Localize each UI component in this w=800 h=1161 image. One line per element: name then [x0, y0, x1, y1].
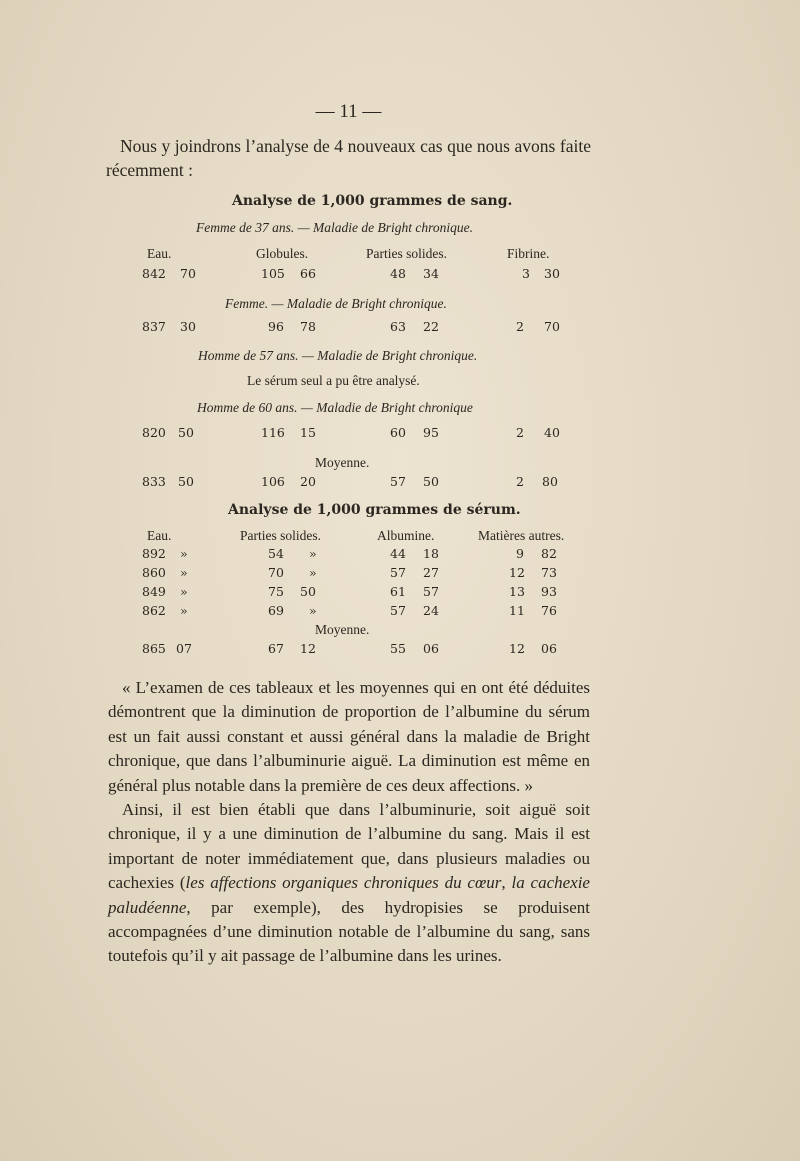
cell: 18 — [423, 546, 439, 561]
cell: 12 — [509, 565, 525, 580]
cell: » — [309, 565, 317, 580]
serum-average-label: Moyenne. — [315, 622, 370, 637]
serum-header-eau: Eau. — [147, 528, 172, 543]
serum-header-parties-solides: Parties solides. — [240, 528, 321, 543]
cell: 22 — [423, 319, 439, 334]
cell: 70 — [544, 319, 560, 334]
cell: » — [180, 584, 188, 599]
serum-header-matieres-autres: Matières autres. — [478, 528, 565, 543]
cell: 06 — [423, 641, 439, 656]
cell: 865 — [142, 641, 166, 656]
text-run: Ainsi, il est bien établi que dans l’albuminurie, soit aiguë soit chronique, il y a une diminution de l’albumine du sang. Mais il est important de noter immédiatement que, dans plusieurs maladies ou cachexies ( — [108, 800, 590, 893]
blood-average-label: Moyenne. — [315, 455, 370, 470]
cell: 849 — [142, 584, 166, 599]
text-run: , par exemple), des hydropisies se produisent accompagnées d’une diminution notable de l’albumine du sang, sans toutefois qu’il y ait passage de l’albumine dans les urines. — [108, 897, 590, 966]
cell: 60 — [390, 425, 406, 440]
text-run: , — [501, 873, 512, 893]
cell: 96 — [268, 319, 284, 334]
cell: 57 — [390, 474, 406, 489]
cell: 9 — [516, 546, 524, 561]
cell: 73 — [541, 565, 557, 580]
italic-phrase: la cachexie paludéenne — [108, 873, 590, 917]
cell: 63 — [390, 319, 406, 334]
cell: 70 — [268, 565, 284, 580]
cell: 78 — [300, 319, 316, 334]
cell: » — [180, 603, 188, 618]
cell: 105 — [261, 266, 285, 281]
cell: » — [180, 565, 188, 580]
cell: » — [180, 546, 188, 561]
cell: 34 — [423, 266, 439, 281]
intro-paragraph — [106, 134, 591, 182]
cell: 57 — [390, 565, 406, 580]
cell: 50 — [178, 474, 194, 489]
cell: 30 — [180, 319, 196, 334]
cell: 40 — [544, 425, 560, 440]
cell: 06 — [541, 641, 557, 656]
cell: 44 — [390, 546, 406, 561]
cell: 27 — [423, 565, 439, 580]
cell: 07 — [176, 641, 192, 656]
cell: 24 — [423, 603, 439, 618]
blood-header-globules: Globules. — [256, 246, 309, 261]
cell: 11 — [509, 603, 525, 618]
conclusion-paragraph — [108, 798, 590, 969]
cell: 833 — [142, 474, 166, 489]
quoted-paragraph: « L’examen de ces tableaux et les moyennes qui en ont été déduites démontrent que la diminution de proportion de l’albumine du sérum est un fait aussi constant et aussi général dans la maladie de Bright chronique, que dans l’albuminurie aiguë. La diminution est même en général plus notable dans la première de ces deux affections. » — [108, 678, 590, 795]
case-2-caption: Femme. — Maladie de Bright chronique. — [225, 296, 447, 311]
blood-header-fibrine: Fibrine. — [507, 246, 550, 261]
cell: 862 — [142, 603, 166, 618]
cell: 75 — [268, 584, 284, 599]
cell: 93 — [541, 584, 557, 599]
cell: 12 — [509, 641, 525, 656]
cell: 55 — [390, 641, 406, 656]
serum-table-title: Analyse de 1,000 grammes de sérum. — [228, 502, 521, 518]
cell: 13 — [509, 584, 525, 599]
cell: 50 — [178, 425, 194, 440]
cell: 106 — [261, 474, 285, 489]
cell: 3 — [522, 266, 530, 281]
cell: 66 — [300, 266, 316, 281]
cell: 61 — [390, 584, 406, 599]
cell: 80 — [542, 474, 558, 489]
cell: 54 — [268, 546, 284, 561]
cell: 892 — [142, 546, 166, 561]
blood-header-parties-solides: Parties solides. — [366, 246, 447, 261]
cell: 837 — [142, 319, 166, 334]
cell: » — [309, 603, 317, 618]
cell: 70 — [180, 266, 196, 281]
cell: 50 — [423, 474, 439, 489]
cell: 48 — [390, 266, 406, 281]
cell: 76 — [541, 603, 557, 618]
case-3-caption: Homme de 57 ans. — Maladie de Bright chronique. — [198, 348, 478, 363]
intro-text: Nous y joindrons l’analyse de 4 nouveaux cas que nous avons faite récemment : — [106, 136, 591, 180]
cell: 2 — [516, 319, 524, 334]
cell: 57 — [390, 603, 406, 618]
case-1-caption: Femme de 37 ans. — Maladie de Bright chronique. — [196, 220, 473, 235]
body-text — [108, 676, 590, 969]
cell: 82 — [541, 546, 557, 561]
cell: 15 — [300, 425, 316, 440]
page-number: — 11 — — [315, 101, 382, 122]
cell: 50 — [300, 584, 316, 599]
case-4-caption: Homme de 60 ans. — Maladie de Bright chronique — [197, 400, 473, 415]
blood-table-title: Analyse de 1,000 grammes de sang. — [232, 193, 513, 209]
italic-phrase: les affections organiques chroniques du cœur — [185, 873, 502, 893]
cell: 69 — [268, 603, 284, 618]
cell: 20 — [300, 474, 316, 489]
cell: 2 — [516, 425, 524, 440]
cell: 820 — [142, 425, 166, 440]
cell: » — [309, 546, 317, 561]
cell: 95 — [423, 425, 439, 440]
cell: 57 — [423, 584, 439, 599]
cell: 842 — [142, 266, 166, 281]
cell: 116 — [261, 425, 285, 440]
cell: 30 — [544, 266, 560, 281]
case-3-note: Le sérum seul a pu être analysé. — [247, 373, 420, 388]
serum-header-albumine: Albumine. — [377, 528, 435, 543]
cell: 12 — [300, 641, 316, 656]
blood-header-eau: Eau. — [147, 246, 172, 261]
cell: 67 — [268, 641, 284, 656]
cell: 2 — [516, 474, 524, 489]
cell: 860 — [142, 565, 166, 580]
